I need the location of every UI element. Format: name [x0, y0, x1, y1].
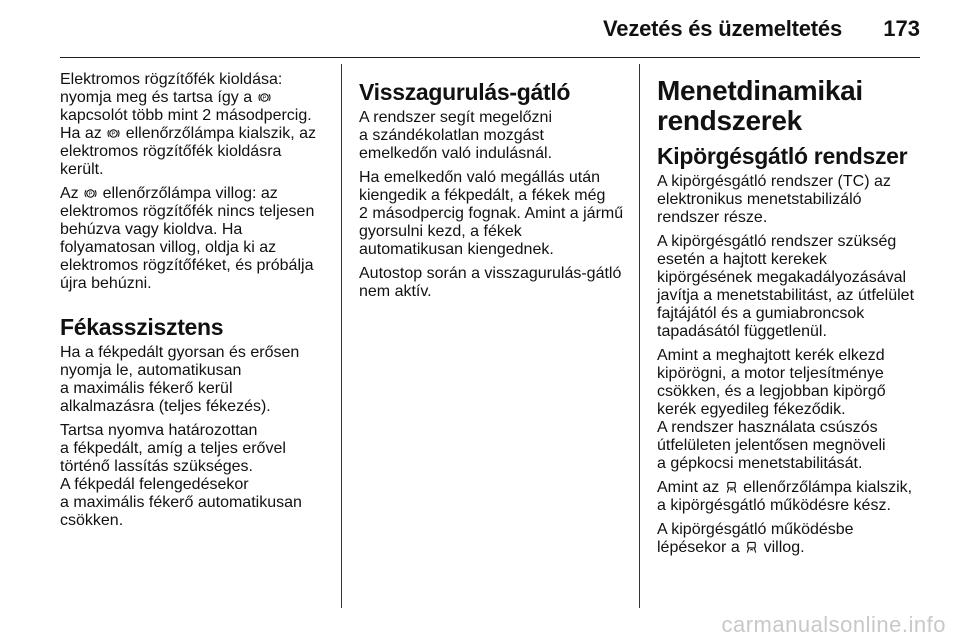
watermark: carmanualsonline.info	[721, 612, 946, 637]
paragraph-brake-assist-1: Ha a fékpedált gyorsan és erősen nyomja le, automatikusan a maximális fékerő kerül alkalmazásra (teljes fékezés).	[60, 344, 300, 415]
heading-brake-assist: Fékasszisztens	[60, 314, 224, 340]
paragraph-tc-2: A kipörgésgátló rendszer szükség esetén a hajtott kerekek kipörgésének megakadályozásával javítja a menetstabilitást, az útfelület fajtájától és a gumiabroncsok tapadásától függetlenül.	[657, 233, 915, 340]
section-title: Vezetés és üzemeltetés	[603, 16, 842, 41]
page-header	[0, 0, 960, 60]
traction-control-indicator-icon	[725, 481, 738, 494]
paragraph-hsa-2: Ha emelkedőn való megállás után kiengedik a fékpedált, a fékek még 2 másodpercig fognak. Amint a jármű gyorsulni kezd, a fékek automatikusan kiengednek.	[359, 169, 624, 258]
page-number: 173	[883, 16, 920, 41]
paragraph-brake-release: Elektromos rögzítőfék kioldása: nyomja meg és tartsa így a P kapcsolót több mint 2 másodpercig. Ha az P ellenőrzőlámpa kialszik, az elektromos rögzítőfék kioldásra került.	[60, 71, 317, 178]
paragraph-brake-flashing: Az P ellenőrzőlámpa villog: az elektromos rögzítőfék nincs teljesen behúzva vagy kioldva. Ha folyamatosan villog, oldja ki az elektromos rögzítőféket, és próbálja újra behúzni.	[60, 185, 315, 292]
column-right	[657, 76, 941, 563]
paragraph-hsa-1: A rendszer segít megelőzni a szándékolatlan mozgást emelkedőn való indulásnál.	[359, 109, 553, 162]
header-divider	[60, 57, 920, 58]
paragraph-tc-3: Amint a meghajtott kerék elkezd kipörögni, a motor teljesítménye csökken, és a legjobban kipörgő kerék egyedileg fékeződik. A rendszer használata csúszós útfelületen jelentősen megnöveli a gépkocsi menetstabilitását.	[657, 347, 886, 472]
column-left	[60, 71, 336, 536]
parking-brake-indicator-icon	[107, 127, 120, 140]
paragraph-tc-5: A kipörgésgátló működésbe lépésekor a villog.	[657, 521, 854, 556]
heading-hill-start-assist: Visszagurulás-gátló	[359, 79, 571, 105]
column-middle	[359, 80, 641, 307]
svg-text:P: P	[111, 131, 116, 138]
column-divider-1	[341, 64, 342, 608]
traction-control-indicator-icon	[745, 541, 758, 554]
svg-text:P: P	[262, 95, 266, 102]
paragraph-hsa-3: Autostop során a visszagurulás-gátló nem aktív.	[359, 265, 622, 300]
heading-driving-dynamics: Menetdinamikai rendszerek	[657, 75, 863, 136]
column-divider-2	[639, 64, 640, 608]
parking-brake-indicator-icon	[258, 91, 271, 104]
svg-text:P: P	[88, 191, 93, 198]
parking-brake-indicator-icon	[84, 187, 97, 200]
paragraph-tc-1: A kipörgésgátló rendszer (TC) az elektronikus menetstabilizáló rendszer része.	[657, 173, 891, 226]
paragraph-tc-4: Amint az ellenőrzőlámpa kialszik, a kipörgésgátló működésre kész.	[657, 479, 913, 514]
paragraph-brake-assist-2: Tartsa nyomva határozottan a fékpedált, amíg a teljes erővel történő lassítás szükséges. A fékpedál felengedésekor a maximális fékerő automatikusan csökken.	[60, 422, 302, 529]
heading-traction-control: Kipörgésgátló rendszer	[657, 143, 908, 169]
